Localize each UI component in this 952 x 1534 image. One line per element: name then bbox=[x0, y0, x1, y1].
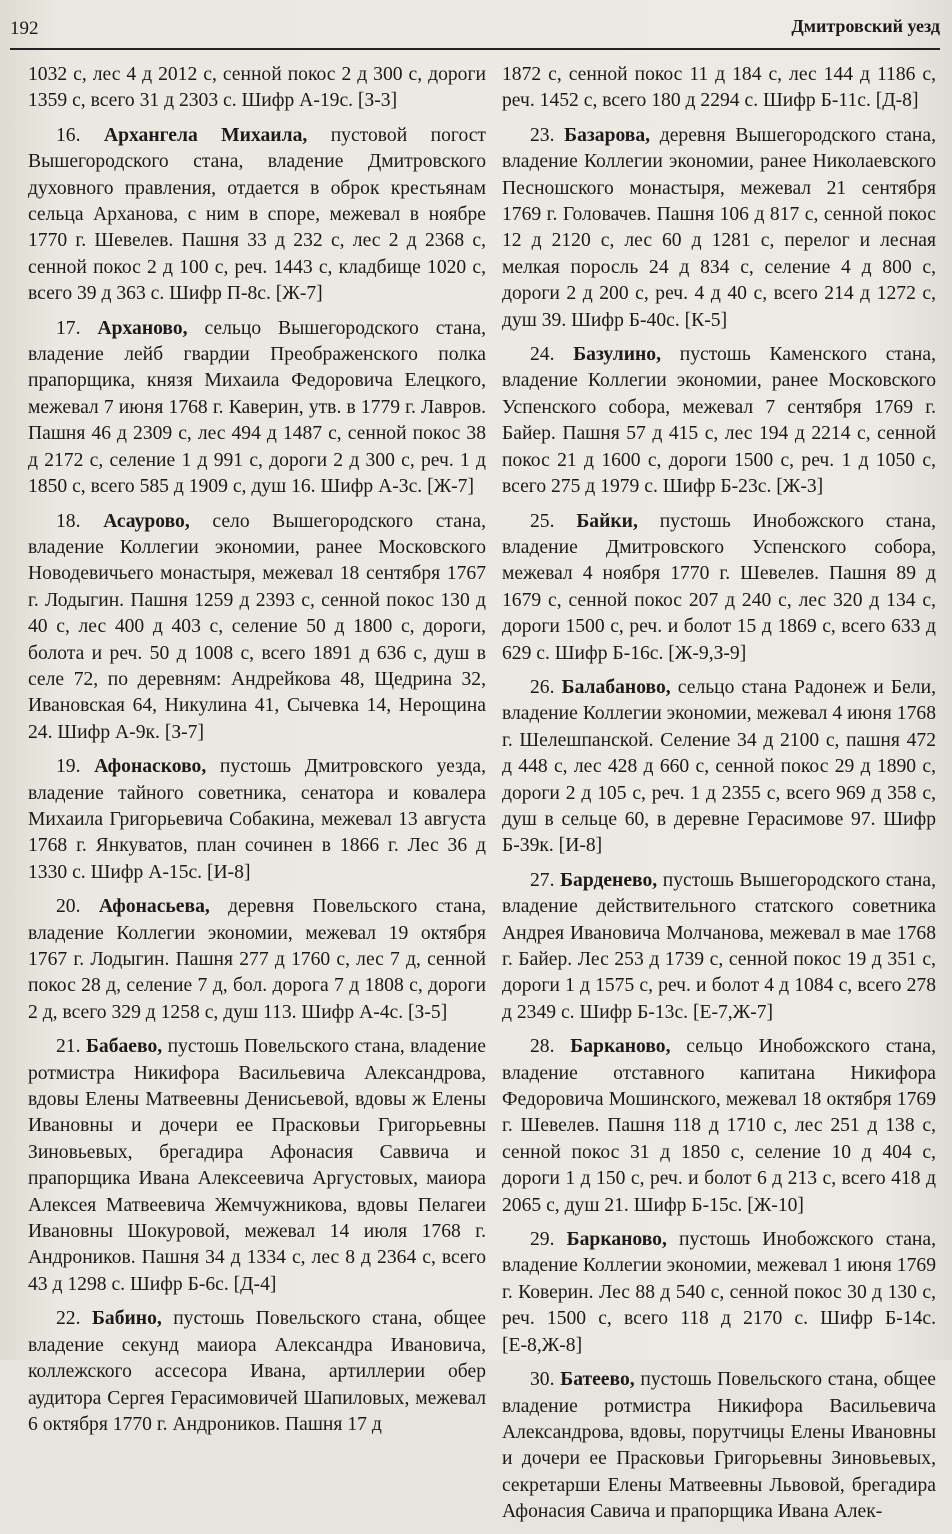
right-column bbox=[502, 62, 936, 1534]
entry-paragraph bbox=[502, 1367, 936, 1525]
entry-paragraph bbox=[28, 894, 486, 1026]
entry-text: сельцо стана Радонеж и Бели, владение Коллегии экономии, межевал 4 июня 1768 г. Шелешпанской. Селение 34 д 2100 с, пашня 472 д 448 с, лес 428 д 660 с, сенной покос 29 д 1890 с, дороги 2 д 105 с, реч. 1 д 2355 с, всего 969 д 358 с, душ в сельце 60, в деревне Герасимове 97. Шифр Б-39к. [И-8] bbox=[502, 676, 936, 857]
entry-number: 21. bbox=[56, 1036, 81, 1058]
entry-number: 23. bbox=[530, 124, 555, 146]
entry-number: 18. bbox=[56, 510, 81, 532]
entry-text: деревня Вышегородского стана, владение Коллегии экономии, ранее Николаевского Песношского монастыря, межевал 21 сентября 1769 г. Головачев. Пашня 106 д 817 с, сенной покос 12 д 2120 с, лес 60 д 1281 с, перелог и лесная мелкая поросль 24 д 834 с, селение 4 д 800 с, дороги 2 д 200 с, реч. 4 д 40 с, всего 214 д 1272 с, душ 39. Шифр Б-40с. [К-5] bbox=[502, 124, 936, 331]
entry-number: 20. bbox=[56, 896, 81, 918]
entry-paragraph bbox=[502, 123, 936, 334]
entry-number: 17. bbox=[56, 317, 81, 339]
entry-name: Балабаново, bbox=[561, 676, 671, 698]
running-title: Дмитровский уезд bbox=[791, 16, 940, 36]
entry-number: 29. bbox=[530, 1229, 555, 1251]
entry-text: пустошь Повельского стана, общее владение ротмистра Никифора Васильевича Александрова, вдовы, порутчицы Елены Ивановны и дочери ее Прасковьи Григорьевны Зиновьевых, секретарши Елены Матвеевны Львовой, брегадира Афонасия Савича и прапорщика Ивана Алек- bbox=[502, 1369, 937, 1523]
entry-paragraph bbox=[502, 342, 936, 500]
entry-paragraph bbox=[502, 1227, 936, 1359]
page-number: 192 bbox=[10, 18, 39, 39]
entry-name: Архангела Михаила, bbox=[103, 124, 308, 146]
entry-paragraph bbox=[28, 123, 486, 308]
entry-name: Байки, bbox=[576, 510, 638, 532]
entry-number: 28. bbox=[530, 1036, 555, 1058]
entry-name: Барканово, bbox=[566, 1229, 667, 1251]
entry-name: Арханово, bbox=[97, 317, 188, 339]
entry-text: пустовой погост Вышегородского стана, владение Дмитровского духовного правления, отдается в оброк крестьянам сельца Арханова, с ним в споре, межевал в ноябре 1770 г. Шевелев. Пашня 33 д 232 с, лес 2 д 2368 с, сенной покос 2 д 100 с, реч. 1443 с, кладбище 1020 с, всего 39 д 363 с. Шифр П-8с. [Ж-7] bbox=[28, 124, 486, 305]
entry-name: Батеево, bbox=[560, 1369, 635, 1391]
page-header bbox=[10, 14, 940, 40]
entry-text: пустошь Инобожского стана, владение Дмитровского Успенского собора, межевал 4 ноября 1770 г. Шевелев. Пашня 89 д 1679 с, сенной покос 207 д 240 с, лес 320 д 134 с, дороги 1500 с, реч. и болот 15 д 1869 с, всего 633 д 629 с. Шифр Б-16с. [Ж-9,З-9] bbox=[502, 510, 936, 664]
entry-paragraph bbox=[28, 509, 486, 747]
entry-number: 26. bbox=[530, 676, 555, 698]
entry-number: 27. bbox=[530, 869, 555, 891]
entry-paragraph bbox=[28, 1034, 486, 1298]
entry-number: 22. bbox=[56, 1308, 81, 1330]
header-rule bbox=[10, 48, 940, 50]
entry-text: пустошь Инобожского стана, владение Коллегии экономии, межевал 1 июня 1769 г. Коверин. Лес 88 д 540 с, сенной покос 30 д 130 с, реч. 1500 с, всего 118 д 2170 с. Шифр Б-14с. [Е-8,Ж-8] bbox=[502, 1229, 936, 1356]
entry-name: Базарова, bbox=[564, 124, 651, 146]
entry-name: Бабино, bbox=[91, 1308, 162, 1330]
entry-text: сельцо Инобожского стана, владение отставного капитана Никифора Федоровича Мошинского, межевал 18 октября 1769 г. Шевелев. Пашня 118 д 1710 с, лес 251 д 138 с, сенной покос 31 д 1850 с, селение 10 д 404 с, дороги 1 д 150 с, реч. и болот 6 д 213 с, всего 418 д 2065 с, душ 21. Шифр Б-15с. [Ж-10] bbox=[502, 1036, 937, 1216]
entry-number: 24. bbox=[530, 344, 555, 366]
entry-paragraph bbox=[28, 62, 486, 115]
entry-paragraph bbox=[28, 1306, 486, 1438]
entry-number: 19. bbox=[56, 756, 81, 778]
entry-name: Асаурово, bbox=[103, 510, 190, 532]
entry-text: деревня Повельского стана, владение Коллегии экономии, межевал 19 октября 1767 г. Лодыгин. Пашня 277 д 1760 с, лес 7 д, сенной покос 28 д, селение 7 д, бол. дорога 7 д 1808 с, дороги 2 д, всего 329 д 1258 с, душ 113. Шифр А-4с. [З-5] bbox=[28, 896, 486, 1023]
left-column bbox=[28, 62, 486, 1446]
entry-text: пустошь Каменского стана, владение Коллегии экономии, ранее Московского Успенского собора, межевал 7 сентября 1769 г. Байер. Пашня 57 д 415 с, лес 194 д 2214 с, сенной покос 21 д 1600 с, дороги 1500 с, реч. 1 д 1050 с, всего 275 д 1979 с. Шифр Б-23с. [Ж-3] bbox=[502, 344, 936, 498]
entry-text: 1872 с, сенной покос 11 д 184 с, лес 144 д 1186 с, реч. 1452 с, всего 180 д 2294 с. Шифр Б-11с. [Д-8] bbox=[502, 64, 936, 112]
entry-text: пустошь Вышегородского стана, владение действительного статского советника Андрея Ивановича Молчанова, межевал в мае 1768 г. Байер. Лес 253 д 1739 с, сенной покос 19 д 351 с, дороги 1 д 1575 с, реч. и болот 4 д 1084 с, всего 278 д 2349 с. Шифр Б-13с. [Е-7,Ж-7] bbox=[502, 869, 936, 1023]
entry-number: 25. bbox=[530, 510, 555, 532]
entry-name: Барденево, bbox=[560, 869, 658, 891]
entry-number: 16. bbox=[56, 124, 81, 146]
entry-text: 1032 с, лес 4 д 2012 с, сенной покос 2 д 300 с, дороги 1359 с, всего 31 д 2303 с. Шифр А-19с. [З-3] bbox=[28, 64, 486, 112]
entry-text: сельцо Вышегородского стана, владение лейб гвардии Преображенского полка прапорщика, князя Михаила Федоровича Елецкого, межевал 7 июня 1768 г. Каверин, утв. в 1779 г. Лавров. Пашня 46 д 2309 с, лес 494 д 1487 с, сенной покос 38 д 2172 с, селение 1 д 991 с, дороги 2 д 300 с, реч. 1 д 1850 с, всего 585 д 1909 с, душ 16. Шифр А-3с. [Ж-7] bbox=[28, 317, 486, 498]
entry-name: Афонасково, bbox=[94, 756, 207, 778]
entry-number: 30. bbox=[530, 1369, 555, 1391]
entry-paragraph bbox=[28, 754, 486, 886]
entry-paragraph bbox=[502, 868, 936, 1026]
entry-name: Барканово, bbox=[570, 1036, 671, 1058]
entry-name: Бабаево, bbox=[85, 1036, 163, 1058]
entry-name: Афонасьева, bbox=[98, 896, 210, 918]
entry-paragraph bbox=[502, 62, 936, 115]
entry-paragraph bbox=[502, 509, 936, 667]
entry-text: пустошь Дмитровского уезда, владение тайного советника, сенатора и ковалера Михаила Григорьевича Собакина, межевал 13 августа 1768 г. Янкуватов, план сочинен в 1866 г. Лес 36 д 1330 с. Шифр А-15с. [И-8] bbox=[28, 756, 486, 883]
entry-text: пустошь Повельского стана, владение ротмистра Никифора Васильевича Александрова, вдовы Елены Матвеевны Денисьевой, вдовы ж Елены Ивановны и дочери ее Прасковьи Григорьевны Зиновьевых, брегадира Афонасия Саввича и прапорщика Ивана Алексеевича Аргустовых, маиора Алексея Матвеевича Жемчужникова, вдовы Пелагеи Ивановны Шокуровой, межевал 14 июля 1768 г. Андроников. Пашня 34 д 1334 с, лес 8 д 2364 с, всего 43 д 1298 с. Шифр Б-6с. [Д-4] bbox=[28, 1036, 486, 1295]
entry-paragraph bbox=[502, 675, 936, 860]
entry-text: село Вышегородского стана, владение Коллегии экономии, ранее Московского Новодевичьего монастыря, межевал 18 сентября 1767 г. Лодыгин. Пашня 1259 д 2393 с, сенной покос 130 д 40 с, лес 400 д 403 с, селение 50 д 1800 с, дороги, болота и реч. 50 д 1008 с, всего 1891 д 636 с, душ в селе 72, по деревням: Андрейкова 48, Щедрина 32, Ивановская 64, Никулина 41, Сычевка 14, Нерощина 24. Шифр А-9к. [З-7] bbox=[28, 510, 486, 743]
entry-paragraph bbox=[502, 1034, 936, 1219]
entry-paragraph bbox=[28, 316, 486, 501]
entry-text: пустошь Повельского стана, общее владение секунд маиора Александра Ивановича, коллежского ассесора Ивана, артиллерии обер аудитора Сергея Герасимовичей Шапиловых, межевал 6 октября 1770 г. Андроников. Пашня 17 д bbox=[28, 1308, 486, 1435]
entry-name: Базулино, bbox=[573, 344, 662, 366]
